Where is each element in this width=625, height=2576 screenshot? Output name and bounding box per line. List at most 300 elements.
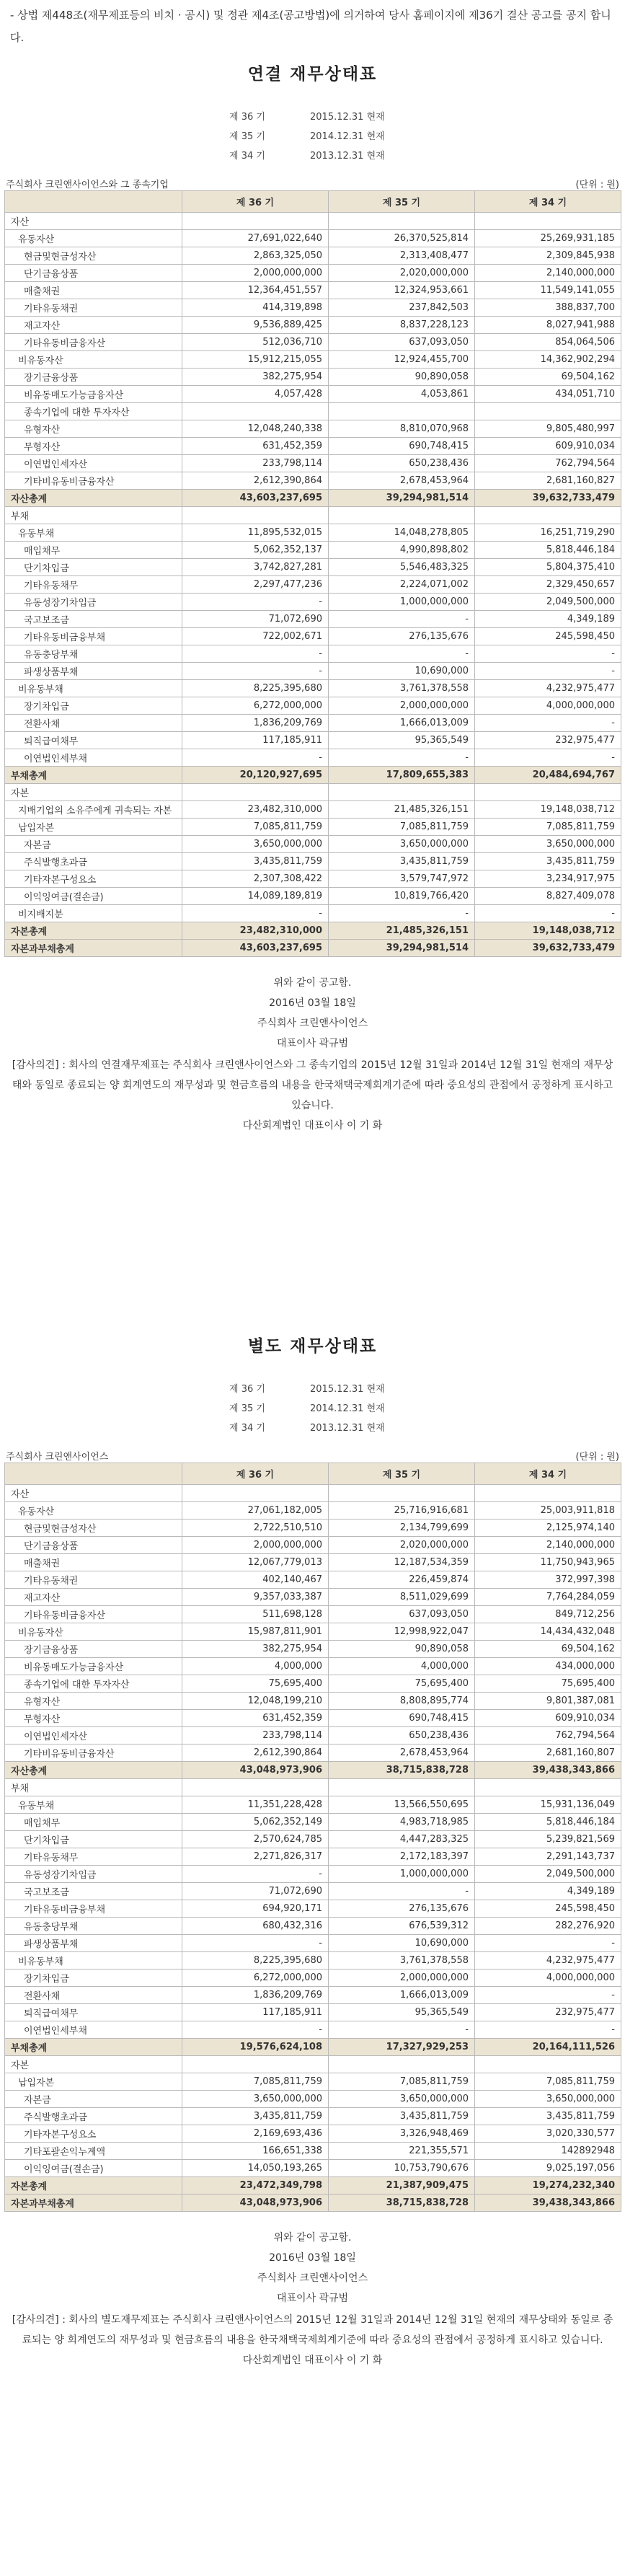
row-value: 1,836,209,769	[182, 715, 329, 732]
row-value: 4,000,000,000	[475, 697, 621, 715]
row-value: 9,357,033,387	[182, 1589, 329, 1606]
period-date: 2014.12.31 현재	[310, 131, 385, 142]
row-value: 7,085,811,759	[475, 819, 621, 836]
row-value: 8,810,070,968	[329, 420, 475, 438]
row-value: 5,818,446,184	[475, 1814, 621, 1831]
row-value: -	[182, 905, 329, 922]
row-value: 7,085,811,759	[329, 2073, 475, 2091]
row-label: 유형자산	[5, 420, 182, 438]
row-value: 4,349,189	[475, 1883, 621, 1900]
row-value: 95,365,549	[329, 732, 475, 749]
row-value: 3,742,827,281	[182, 559, 329, 576]
row-label: 유동자산	[5, 1502, 182, 1519]
row-value: 26,370,525,814	[329, 230, 475, 247]
period-row	[229, 1401, 621, 1420]
table-row	[5, 1796, 621, 1814]
row-value: 4,000,000	[329, 1658, 475, 1675]
row-value: 402,140,467	[182, 1571, 329, 1589]
row-value: 434,051,710	[475, 386, 621, 403]
row-label: 기타유동채권	[5, 1571, 182, 1589]
row-label: 전환사채	[5, 715, 182, 732]
column-header	[5, 191, 182, 213]
row-value: 680,432,316	[182, 1918, 329, 1935]
row-value: -	[182, 749, 329, 767]
balance-sheet-table	[4, 190, 621, 957]
table-header-row	[5, 191, 621, 213]
row-value: 95,365,549	[329, 2004, 475, 2021]
row-label: 현금및현금성자산	[5, 247, 182, 265]
row-value	[475, 784, 621, 801]
row-label: 자본금	[5, 2091, 182, 2108]
row-value: 4,057,428	[182, 386, 329, 403]
period-row	[229, 109, 621, 128]
row-value: 5,818,446,184	[475, 542, 621, 559]
row-value: 4,232,975,477	[475, 1952, 621, 1970]
table-row	[5, 2160, 621, 2177]
row-value: 39,438,343,866	[475, 1762, 621, 1779]
row-value: -	[182, 1935, 329, 1952]
row-value: 38,715,838,728	[329, 1762, 475, 1779]
row-value: 2,125,974,140	[475, 1519, 621, 1537]
row-value	[182, 213, 329, 230]
row-label: 단기금융상품	[5, 265, 182, 282]
row-value	[329, 213, 475, 230]
table-row	[5, 1952, 621, 1970]
column-header: 제 34 기	[475, 191, 621, 213]
row-value: 3,650,000,000	[329, 2091, 475, 2108]
row-value: 1,000,000,000	[329, 594, 475, 611]
footer-ceo: 대표이사 곽규범	[276, 1038, 349, 1049]
row-label: 기타자본구성요소	[5, 870, 182, 888]
row-label: 단기차입금	[5, 559, 182, 576]
audit-opinion: [감사의견] : 회사의 별도재무제표는 주식회사 크린앤사이언스의 2015년 12월 31일과 2014년 12월 31일 현재의 재무상태와 동일로 종료되는 양 회계연도의 재무성과 및 현금흐름의 내용을 한국채택국제회계기준에 따라 중요성의 관점에서 공정하게 표시하고 있습니다.	[12, 2314, 613, 2346]
row-value: 8,225,395,680	[182, 1952, 329, 1970]
table-row	[5, 2073, 621, 2091]
row-label: 유동자산	[5, 230, 182, 247]
table-row	[5, 1987, 621, 2004]
row-label: 납입자본	[5, 819, 182, 836]
row-value: 637,093,050	[329, 1606, 475, 1623]
row-label: 퇴직급여채무	[5, 732, 182, 749]
balance-sheet-table	[4, 1463, 621, 2212]
table-row	[5, 767, 621, 784]
row-value: 7,085,811,759	[475, 2073, 621, 2091]
table-row	[5, 420, 621, 438]
table-row	[5, 611, 621, 628]
row-label: 유동성장기차입금	[5, 1866, 182, 1883]
row-value: 71,072,690	[182, 1883, 329, 1900]
period-label: 제 36 기	[229, 1384, 265, 1395]
table-row	[5, 507, 621, 524]
table-row	[5, 542, 621, 559]
row-value: 2,049,500,000	[475, 594, 621, 611]
row-value: 2,612,390,864	[182, 1744, 329, 1762]
row-label: 국고보조금	[5, 611, 182, 628]
row-label: 비유동자산	[5, 351, 182, 369]
row-value: 2,000,000,000	[182, 265, 329, 282]
row-value	[329, 403, 475, 420]
table-row	[5, 594, 621, 611]
row-label: 파생상품부채	[5, 1935, 182, 1952]
row-label: 자본과부채총계	[5, 2195, 182, 2212]
row-label: 자산	[5, 213, 182, 230]
footer-ceo: 대표이사 곽규범	[276, 2293, 349, 2304]
row-value	[329, 507, 475, 524]
row-value: 232,975,477	[475, 2004, 621, 2021]
row-value: 11,549,141,055	[475, 282, 621, 299]
table-row	[5, 1519, 621, 1537]
row-value: 14,050,193,265	[182, 2160, 329, 2177]
row-label: 이익잉여금(결손금)	[5, 2160, 182, 2177]
table-row	[5, 472, 621, 490]
row-value: 20,164,111,526	[475, 2039, 621, 2056]
row-value: 10,690,000	[329, 663, 475, 680]
row-value	[475, 403, 621, 420]
row-label: 종속기업에 대한 투자자산	[5, 1675, 182, 1693]
row-value: 25,716,916,681	[329, 1502, 475, 1519]
row-value: 14,048,278,805	[329, 524, 475, 542]
table-row	[5, 1727, 621, 1744]
row-value: 43,048,973,906	[182, 2195, 329, 2212]
row-value: 90,890,058	[329, 369, 475, 386]
table-row	[5, 715, 621, 732]
row-value: 4,000,000,000	[475, 1970, 621, 1987]
row-label: 비유동부채	[5, 1952, 182, 1970]
row-value: 39,632,733,479	[475, 940, 621, 957]
row-value: 3,435,811,759	[329, 853, 475, 870]
row-label: 유동성장기차입금	[5, 594, 182, 611]
row-label: 유동부채	[5, 1796, 182, 1814]
row-value: 9,805,480,997	[475, 420, 621, 438]
table-row	[5, 888, 621, 905]
row-value: -	[329, 2021, 475, 2039]
row-value: 117,185,911	[182, 2004, 329, 2021]
row-value: -	[182, 2021, 329, 2039]
row-value: 117,185,911	[182, 732, 329, 749]
row-value: 2,291,143,737	[475, 1848, 621, 1866]
row-value: 2,169,693,436	[182, 2125, 329, 2143]
row-value: 12,048,240,338	[182, 420, 329, 438]
table-row	[5, 2108, 621, 2125]
row-value: 23,482,310,000	[182, 801, 329, 819]
row-label: 부채총계	[5, 2039, 182, 2056]
row-value: 3,435,811,759	[329, 2108, 475, 2125]
row-label: 종속기업에 대한 투자자산	[5, 403, 182, 420]
row-label: 자본	[5, 2056, 182, 2073]
row-value: 1,000,000,000	[329, 1866, 475, 1883]
table-row	[5, 819, 621, 836]
row-value: 2,329,450,657	[475, 576, 621, 594]
table-row	[5, 732, 621, 749]
company-name: 주식회사 크린앤사이언스	[6, 1452, 109, 1463]
row-value: 8,511,029,699	[329, 1589, 475, 1606]
row-label: 파생상품부채	[5, 663, 182, 680]
row-value: 11,351,228,428	[182, 1796, 329, 1814]
auditor-name: 다산회계법인 대표이사 이 기 화	[242, 1120, 383, 1132]
row-value: 7,085,811,759	[182, 819, 329, 836]
table-row	[5, 1814, 621, 1831]
row-value: 3,650,000,000	[475, 836, 621, 853]
row-value: -	[182, 663, 329, 680]
row-value: 39,438,343,866	[475, 2195, 621, 2212]
table-row	[5, 576, 621, 594]
row-value: 233,798,114	[182, 455, 329, 472]
row-value: 43,048,973,906	[182, 1762, 329, 1779]
table-row	[5, 369, 621, 386]
row-value: 3,435,811,759	[475, 853, 621, 870]
row-value: 650,238,436	[329, 1727, 475, 1744]
row-value	[182, 2056, 329, 2073]
table-row	[5, 230, 621, 247]
row-value: 3,435,811,759	[475, 2108, 621, 2125]
company-name: 주식회사 크린앤사이언스와 그 종속기업	[6, 180, 169, 190]
period-label: 제 34 기	[229, 151, 265, 162]
row-label: 자본금	[5, 836, 182, 853]
row-value: 2,570,624,785	[182, 1831, 329, 1848]
row-value: 690,748,415	[329, 1710, 475, 1727]
period-date: 2013.12.31 현재	[310, 1423, 385, 1434]
row-value: 19,148,038,712	[475, 922, 621, 940]
period-label: 제 35 기	[229, 1403, 265, 1414]
row-value: 226,459,874	[329, 1571, 475, 1589]
row-value: -	[475, 1935, 621, 1952]
row-value: 7,085,811,759	[182, 2073, 329, 2091]
row-value: 512,036,710	[182, 334, 329, 351]
table-row	[5, 299, 621, 317]
period-list	[229, 1381, 621, 1439]
row-value: 382,275,954	[182, 369, 329, 386]
row-label: 단기차입금	[5, 1831, 182, 1848]
table-row	[5, 836, 621, 853]
period-date: 2014.12.31 현재	[310, 1403, 385, 1414]
row-value: -	[475, 663, 621, 680]
column-header: 제 36 기	[182, 191, 329, 213]
row-label: 재고자산	[5, 317, 182, 334]
table-row	[5, 438, 621, 455]
audit-opinion: [감사의견] : 회사의 연결재무제표는 주식회사 크린앤사이언스와 그 종속기업의 2015년 12월 31일과 2014년 12월 31일 현재의 재무상태와 동일로 종료되는 양 회계연도의 재무성과 및 현금흐름의 내용을 한국채택국제회계기준에 따라 중요성의 관점에서 공정하게 표시하고 있습니다.	[12, 1059, 613, 1111]
row-value: 21,387,909,475	[329, 2177, 475, 2195]
unit-label: (단위 : 원)	[575, 180, 619, 190]
row-value: 631,452,359	[182, 438, 329, 455]
row-label: 현금및현금성자산	[5, 1519, 182, 1537]
row-value: 3,020,330,577	[475, 2125, 621, 2143]
table-row	[5, 1571, 621, 1589]
row-value: 39,632,733,479	[475, 490, 621, 507]
row-value	[182, 1779, 329, 1796]
row-value: 232,975,477	[475, 732, 621, 749]
row-value	[182, 1485, 329, 1502]
table-row	[5, 1606, 621, 1623]
row-value: 15,931,136,049	[475, 1796, 621, 1814]
row-value	[182, 507, 329, 524]
row-value	[475, 507, 621, 524]
row-value: -	[475, 749, 621, 767]
row-label: 자본	[5, 784, 182, 801]
row-value: 2,020,000,000	[329, 1537, 475, 1554]
row-value: 6,272,000,000	[182, 697, 329, 715]
row-label: 기타유동비금융부채	[5, 628, 182, 645]
row-value: 7,085,811,759	[329, 819, 475, 836]
row-label: 매입채무	[5, 542, 182, 559]
table-row	[5, 386, 621, 403]
row-label: 매입채무	[5, 1814, 182, 1831]
row-value: 2,000,000,000	[329, 1970, 475, 1987]
table-row	[5, 265, 621, 282]
row-value: 21,485,326,151	[329, 922, 475, 940]
row-label: 기타유동비금융자산	[5, 1606, 182, 1623]
row-label: 장기금융상품	[5, 1641, 182, 1658]
row-label: 기타자본구성요소	[5, 2125, 182, 2143]
row-label: 매출채권	[5, 282, 182, 299]
row-value: 8,837,228,123	[329, 317, 475, 334]
row-value: 13,566,550,695	[329, 1796, 475, 1814]
row-value: 11,750,943,965	[475, 1554, 621, 1571]
statement-title: 별도 재무상태표	[247, 1337, 378, 1356]
row-value: 11,895,532,015	[182, 524, 329, 542]
consolidated-statement-section	[4, 61, 621, 1136]
row-value: 12,998,922,047	[329, 1623, 475, 1641]
row-value: 2,681,160,827	[475, 472, 621, 490]
row-value: 12,187,534,359	[329, 1554, 475, 1571]
row-label: 유동충당부채	[5, 645, 182, 663]
row-value: 10,819,766,420	[329, 888, 475, 905]
row-value: 9,025,197,056	[475, 2160, 621, 2177]
row-value: 16,251,719,290	[475, 524, 621, 542]
row-value	[475, 1485, 621, 1502]
period-row	[229, 1420, 621, 1439]
row-value: 17,327,929,253	[329, 2039, 475, 2056]
table-row	[5, 1918, 621, 1935]
row-value: 21,485,326,151	[329, 801, 475, 819]
period-list	[229, 109, 621, 167]
row-value: 4,990,898,802	[329, 542, 475, 559]
row-value: 276,135,676	[329, 628, 475, 645]
table-row	[5, 2056, 621, 2073]
row-value: 2,020,000,000	[329, 265, 475, 282]
row-value: 849,712,256	[475, 1606, 621, 1623]
row-label: 유형자산	[5, 1693, 182, 1710]
row-value: 38,715,838,728	[329, 2195, 475, 2212]
row-value: 637,093,050	[329, 334, 475, 351]
row-value: 71,072,690	[182, 611, 329, 628]
row-value: 23,482,310,000	[182, 922, 329, 940]
table-row	[5, 1848, 621, 1866]
table-row	[5, 853, 621, 870]
row-value: 9,536,889,425	[182, 317, 329, 334]
table-row	[5, 334, 621, 351]
row-label: 이익잉여금(결손금)	[5, 888, 182, 905]
table-row	[5, 317, 621, 334]
table-row	[5, 922, 621, 940]
footer-company: 주식회사 크린앤사이언스	[257, 1018, 368, 1029]
row-value: 414,319,898	[182, 299, 329, 317]
statement-title: 연결 재무상태표	[247, 65, 378, 84]
row-value: 15,912,215,055	[182, 351, 329, 369]
row-value: 1,836,209,769	[182, 1987, 329, 2004]
row-label: 기타유동채무	[5, 1848, 182, 1866]
row-value: 511,698,128	[182, 1606, 329, 1623]
row-value: 20,484,694,767	[475, 767, 621, 784]
row-label: 장기차입금	[5, 1970, 182, 1987]
table-row	[5, 1623, 621, 1641]
row-value: 75,695,400	[182, 1675, 329, 1693]
row-label: 부채총계	[5, 767, 182, 784]
table-row	[5, 1831, 621, 1848]
table-row	[5, 1866, 621, 1883]
row-value: 2,297,477,236	[182, 576, 329, 594]
row-label: 장기금융상품	[5, 369, 182, 386]
row-value: 8,027,941,988	[475, 317, 621, 334]
row-value	[329, 1779, 475, 1796]
row-value: 90,890,058	[329, 1641, 475, 1658]
row-value: 3,326,948,469	[329, 2125, 475, 2143]
table-row	[5, 247, 621, 265]
table-row	[5, 2177, 621, 2195]
row-value: 282,276,920	[475, 1918, 621, 1935]
row-value: 20,120,927,695	[182, 767, 329, 784]
row-value: 4,053,861	[329, 386, 475, 403]
row-value: 2,140,000,000	[475, 265, 621, 282]
table-row	[5, 1675, 621, 1693]
row-value	[329, 784, 475, 801]
row-value: 12,048,199,210	[182, 1693, 329, 1710]
row-label: 자본과부채총계	[5, 940, 182, 957]
row-value: 3,435,811,759	[182, 853, 329, 870]
table-row	[5, 680, 621, 697]
statement-footer	[4, 973, 621, 1136]
row-label: 유동부채	[5, 524, 182, 542]
row-value: 39,294,981,514	[329, 490, 475, 507]
row-value: 388,837,700	[475, 299, 621, 317]
row-label: 장기차입금	[5, 697, 182, 715]
row-value: 2,140,000,000	[475, 1537, 621, 1554]
row-value: 1,666,013,009	[329, 715, 475, 732]
row-value: 5,546,483,325	[329, 559, 475, 576]
row-value: 221,355,571	[329, 2143, 475, 2160]
row-value: 9,801,387,081	[475, 1693, 621, 1710]
period-label: 제 35 기	[229, 131, 265, 142]
column-header: 제 35 기	[329, 191, 475, 213]
row-value	[329, 1485, 475, 1502]
column-header: 제 35 기	[329, 1463, 475, 1485]
row-value: 4,232,975,477	[475, 680, 621, 697]
table-row	[5, 1485, 621, 1502]
row-label: 이연법인세부채	[5, 749, 182, 767]
row-value: 722,002,671	[182, 628, 329, 645]
row-value: 19,576,624,108	[182, 2039, 329, 2056]
table-row	[5, 1641, 621, 1658]
table-row	[5, 1935, 621, 1952]
auditor-name: 다산회계법인 대표이사 이 기 화	[242, 2355, 383, 2366]
row-value: 2,309,845,938	[475, 247, 621, 265]
row-value: 2,000,000,000	[329, 697, 475, 715]
table-row	[5, 455, 621, 472]
row-value: 4,349,189	[475, 611, 621, 628]
table-row	[5, 1883, 621, 1900]
row-value: 14,434,432,048	[475, 1623, 621, 1641]
row-value: 17,809,655,383	[329, 767, 475, 784]
row-value: 245,598,450	[475, 1900, 621, 1918]
row-value: 7,764,284,059	[475, 1589, 621, 1606]
row-value: -	[329, 749, 475, 767]
row-value: 382,275,954	[182, 1641, 329, 1658]
table-header-row	[5, 1463, 621, 1485]
table-row	[5, 1970, 621, 1987]
separate-statement-section	[4, 1333, 621, 2370]
table-row	[5, 403, 621, 420]
row-value: 8,225,395,680	[182, 680, 329, 697]
row-label: 기타유동비금융부채	[5, 1900, 182, 1918]
